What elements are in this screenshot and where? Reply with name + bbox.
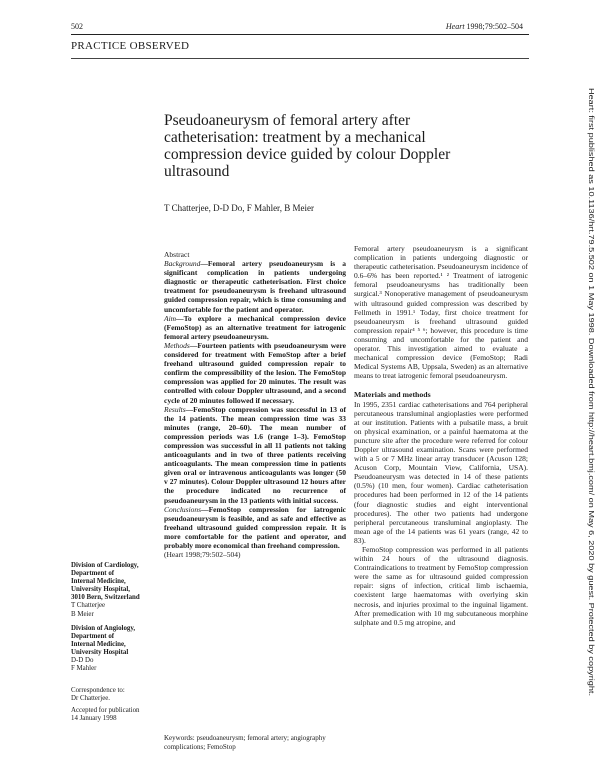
body-column [354, 244, 528, 627]
accepted-line: 14 January 1998 [71, 715, 117, 723]
aff-person: B Meier [71, 610, 94, 618]
conclusions-label: Conclusions [164, 504, 202, 514]
accepted-date [71, 707, 163, 723]
corr-line: Dr Chatterjee. [71, 695, 111, 703]
aff-line: 3010 Bern, Switzerland [71, 594, 140, 602]
section-heading: PRACTICE OBSERVED [71, 40, 190, 52]
correspondence [71, 687, 163, 703]
aff-line: Department of [71, 570, 115, 578]
results-label: Results [164, 404, 186, 414]
aff-line: Division of Cardiology, [71, 562, 139, 569]
intro-paragraph: Femoral artery pseudoaneurysm is a significant complication in patients undergoing diagnostic or therapeutic catheterisation. Pseudoaneurysm incidence of 0.6–6% has been reported.¹ ² Treatment of iatrogenic femoral pseudoaneurysms has traditionally been surgical.³ Nonoperative management of pseudoaneurysm with ultrasound guided compression was described by Fellmeth in 1991.¹ Today, first choice treatment for pseudoaneurysm is freehand ultrasound guided compression repair⁴ ⁵ ⁶; however, this procedure is time consuming and uncomfortable for the patient and operator. This investigation aimed to evaluate a mechanical compression device (FemoStop; Radi Medical Systems AB, Uppsala, Sweden) as an alternative means to treat iatrogenic femoral pseudoaneurysm. [354, 244, 528, 381]
background-label: Background [164, 259, 201, 269]
aff-line: University Hospital, [71, 586, 130, 594]
accepted-line: Accepted for publication [71, 707, 140, 714]
methods-paragraph-2: FemoStop compression was performed in all patients within 24 hours of the ultrasound diagnosis. Contraindications to treatment by FemoStop compression were the same as for ultrasound guided compression repair: signs of infection, critical limb ischaemia, coexistent large haematomas with overlying skin necrosis, and injuries proximal to the inguinal ligament. After premedication with 10 mg subcutaneous morphine sulphate and 0.5 mg atropine, and [354, 545, 528, 627]
sidebar-text: Heart: first published as 10.1136/hrt.79.5.502 on 1 May 1998. Downloaded from http://heart.bmj.com/ on May 6, 2020 by guest. Protected by copyright. [587, 88, 596, 594]
abstract-citation: (Heart 1998;79:502–504) [164, 550, 241, 560]
article-title: Pseudoaneurysm of femoral artery after catheterisation: treatment by a mechanical compression device guided by colour Doppler ultrasound [164, 112, 451, 180]
article-authors: T Chatterjee, D-D Do, F Mahler, B Meier [164, 203, 314, 213]
aff-line: University Hospital [71, 649, 129, 657]
section-rule [71, 58, 529, 59]
aim-label: Aim [164, 313, 177, 323]
page-number: 502 [71, 22, 83, 31]
aff-person: D-D Do [71, 657, 94, 665]
aff-line: Division of Angiology, [71, 625, 136, 632]
methods-text: —Fourteen patients with pseudoaneurysm were considered for treatment with FemoStop after a brief freehand ultrasound guided compression repair to confirm the compressibility of the lesion. The FemoStop compression was applied for 20 minutes. The result was controlled with colour Doppler ultrasound, and a second cycle of 20 minutes followed if necessary. [164, 340, 346, 405]
journal-citation [446, 22, 523, 31]
conclusions-text: —FemoStop compression for iatrogenic pseudoaneurysm is feasible, and as safe and effective as freehand ultrasound guided compression repair. It is more comfortable for the patient and operator, and probably more economical than freehand compression. [164, 504, 346, 550]
aim-text: —To explore a mechanical compression device (FemoStop) as an alternative treatment for iatrogenic femoral artery pseudoaneurysm. [164, 313, 346, 341]
aff-line: Internal Medicine, [71, 578, 126, 586]
keywords: Keywords: pseudoaneurysm; femoral artery; angiography complications; FemoStop [164, 734, 326, 751]
aff-person: F Mahler [71, 665, 97, 673]
aff-person: T Chatterjee [71, 602, 106, 610]
methods-label: Methods [164, 340, 190, 350]
affiliation-cardiology [71, 562, 163, 619]
aff-line: Internal Medicine, [71, 641, 126, 649]
affiliation-angiology [71, 625, 163, 674]
header-rule [71, 34, 529, 35]
aff-line: Department of [71, 633, 115, 641]
methods-heading: Materials and methods [354, 390, 431, 400]
abstract [164, 250, 346, 559]
corr-line: Correspondence to: [71, 687, 125, 694]
journal-volume: 1998;79:502–504 [466, 22, 523, 31]
results-text: —FemoStop compression was successful in 13 of the 14 patients. The mean compression time was 33 minutes (range, 20–60). The mean number of compression periods was 1.6 (range 1–3). FemoStop compression was successful in all 11 patients not taking anticoagulants and in two of three patients receiving anticoagulants. The mean compression time in patients given oral or intravenous anticoagulants was longer (50 v 27 minutes). Colour Doppler ultrasound 12 hours after the procedure indicated no recurrence of pseudoaneurysm in the 13 patients with initial success. [164, 404, 346, 505]
journal-name: Heart [445, 22, 465, 31]
copyright-sidebar [586, 88, 596, 698]
background-text: —Femoral artery pseudoaneurysm is a significant complication in patients undergoing diagnostic or therapeutic catheterisation. First choice treatment for pseudoaneurysm is freehand ultrasound guided compression repair, which is time consuming and uncomfortable for the patient and operator. [164, 259, 346, 314]
abstract-heading: Abstract [164, 250, 190, 259]
methods-paragraph-1: In 1995, 2351 cardiac catheterisations and 764 peripheral percutaneous transluminal angioplasties were performed at our institution. Patients with a pulsatile mass, a bruit on physical examination, or a painful haematoma at the puncture site after the procedure were referred for colour Doppler ultrasound examination. Scans were performed with a 5 or 7 MHz linear array transducer (Acuson 128; Acuson Corp, Mountain View, California, USA). Pseudoaneurysm was detected in 14 of these patients (0.5%) (10 men, four women). Cardiac catheterisation procedures had been performed in 12 of the 14 patients (four diagnostic studies and eight interventional procedures). The other two patients had undergone peripheral percutaneous transluminal angioplasty. The mean age of the 14 patients was 61 years (range, 42 to 83). [354, 399, 528, 545]
